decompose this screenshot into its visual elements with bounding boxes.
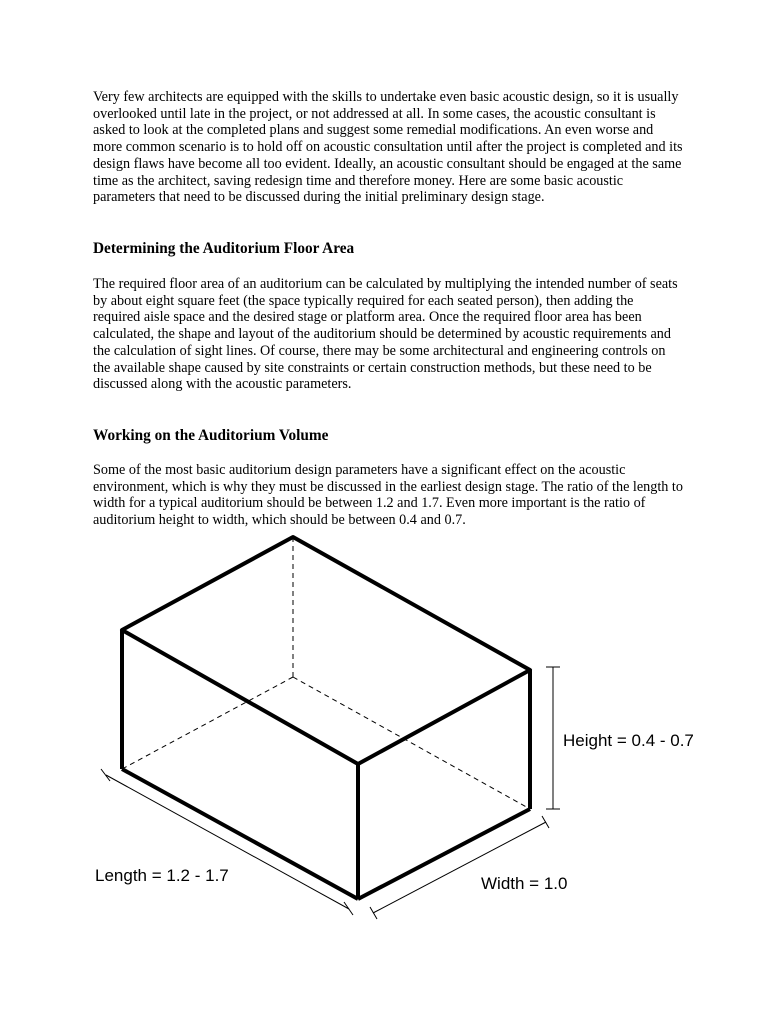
section-heading-floor-area: Determining the Auditorium Floor Area — [93, 240, 355, 257]
width-dimension-line — [373, 822, 546, 913]
section-heading-volume: Working on the Auditorium Volume — [93, 427, 329, 444]
width-label: Width = 1.0 — [481, 874, 568, 893]
length-dimension-line — [106, 775, 349, 909]
hidden-left-edge — [122, 677, 293, 769]
length-dimension-tick-end — [344, 902, 353, 915]
box-top-face — [122, 537, 530, 764]
width-dimension-tick-end — [542, 816, 549, 828]
length-dimension-tick-start — [101, 769, 110, 781]
intro-paragraph: Very few architects are equipped with the skills to undertake even basic acoustic design, so it is usually overlooked until late in the project, or not addressed at all. In some cases, the acoustic consultant is asked to look at the completed plans and suggest some remedial modifications. An even worse and more common scenario is to hold off on acoustic consultation until after the project is completed and its design flaws have become all too evident. Ideally, an acoustic consultant should be engaged at the same time as the architect, saving redesign time and therefore money. Here are some basic acoustic parameters that need to be discussed during the initial preliminary design stage. — [93, 89, 683, 206]
box-diagram-svg — [0, 520, 768, 940]
volume-paragraph: Some of the most basic auditorium design parameters have a significant effect on the acoustic environment, which is why they must be discussed in the earliest design stage. The ratio of the length to width for a typical auditorium should be between 1.2 and 1.7. Even more important is the ratio of auditorium height to width, which should be between 0.4 and 0.7. — [93, 462, 683, 529]
visible-edges — [122, 537, 530, 899]
floor-area-paragraph: The required floor area of an auditorium can be calculated by multiplying the intended number of seats by about eight square feet (the space typically required for each seated person), then adding the required aisle space and the desired stage or platform area. Once the required floor area has been calculated, the shape and layout of the auditorium should be determined by acoustic requirements and the calculation of sight lines. Of course, there may be some architectural and engineering controls on the available shape caused by site constraints or certain construction methods, but these need to be discussed along with the acoustic parameters. — [93, 276, 678, 393]
length-label: Length = 1.2 - 1.7 — [95, 866, 229, 885]
height-label: Height = 0.4 - 0.7 — [563, 731, 694, 750]
hidden-edges — [122, 537, 530, 809]
hidden-right-edge — [293, 677, 530, 809]
auditorium-box-diagram — [0, 520, 768, 940]
